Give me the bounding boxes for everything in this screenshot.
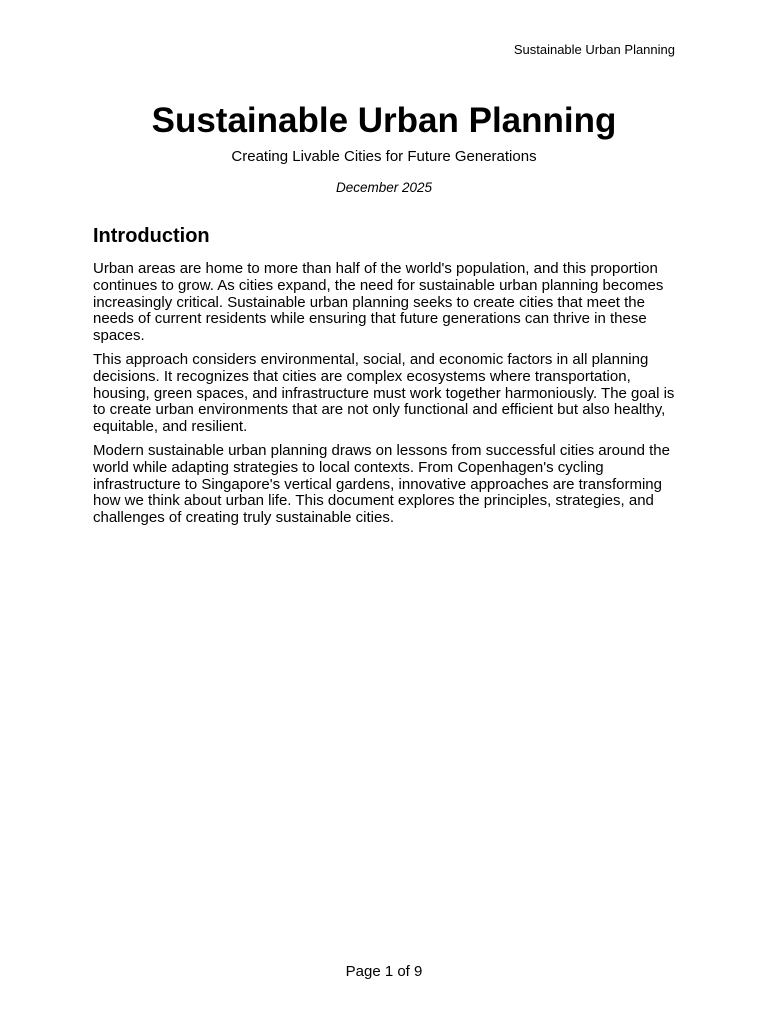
paragraph-2: This approach considers environmental, social, and economic factors in all planning decisions. It recognizes that cities are complex ecosystems where transportation, housing, green spaces, and infrastructure must work together harmoniously. The goal is to create urban environments that are not only functional and efficient but also healthy, equitable, and resilient. — [93, 350, 675, 436]
document-date: December 2025 — [335, 180, 433, 195]
section-heading: Introduction — [93, 225, 210, 247]
paragraph-3: Modern sustainable urban planning draws on lessons from successful cities around the world while adapting strategies to local contexts. From Copenhagen's cycling infrastructure to Singapore's vertical gardens, innovative approaches are transforming how we think about urban life. This document explores the principles, strategies, and challenges of creating truly sustainable cities. — [93, 441, 670, 527]
running-header: Sustainable Urban Planning — [513, 42, 675, 57]
paragraph-1: Urban areas are home to more than half of the world's population, and this proportion continues to grow. As cities expand, the need for sustainable urban planning becomes increasingly critical. Sustainable urban planning seeks to create cities that meet the needs of current residents while ensuring that future generations can thrive in these spaces. — [93, 260, 664, 345]
document-subtitle: Creating Livable Cities for Future Generations — [231, 148, 537, 165]
page-number: Page 1 of 9 — [345, 963, 423, 980]
introduction-section — [93, 224, 677, 534]
document-title: Sustainable Urban Planning — [151, 101, 617, 140]
